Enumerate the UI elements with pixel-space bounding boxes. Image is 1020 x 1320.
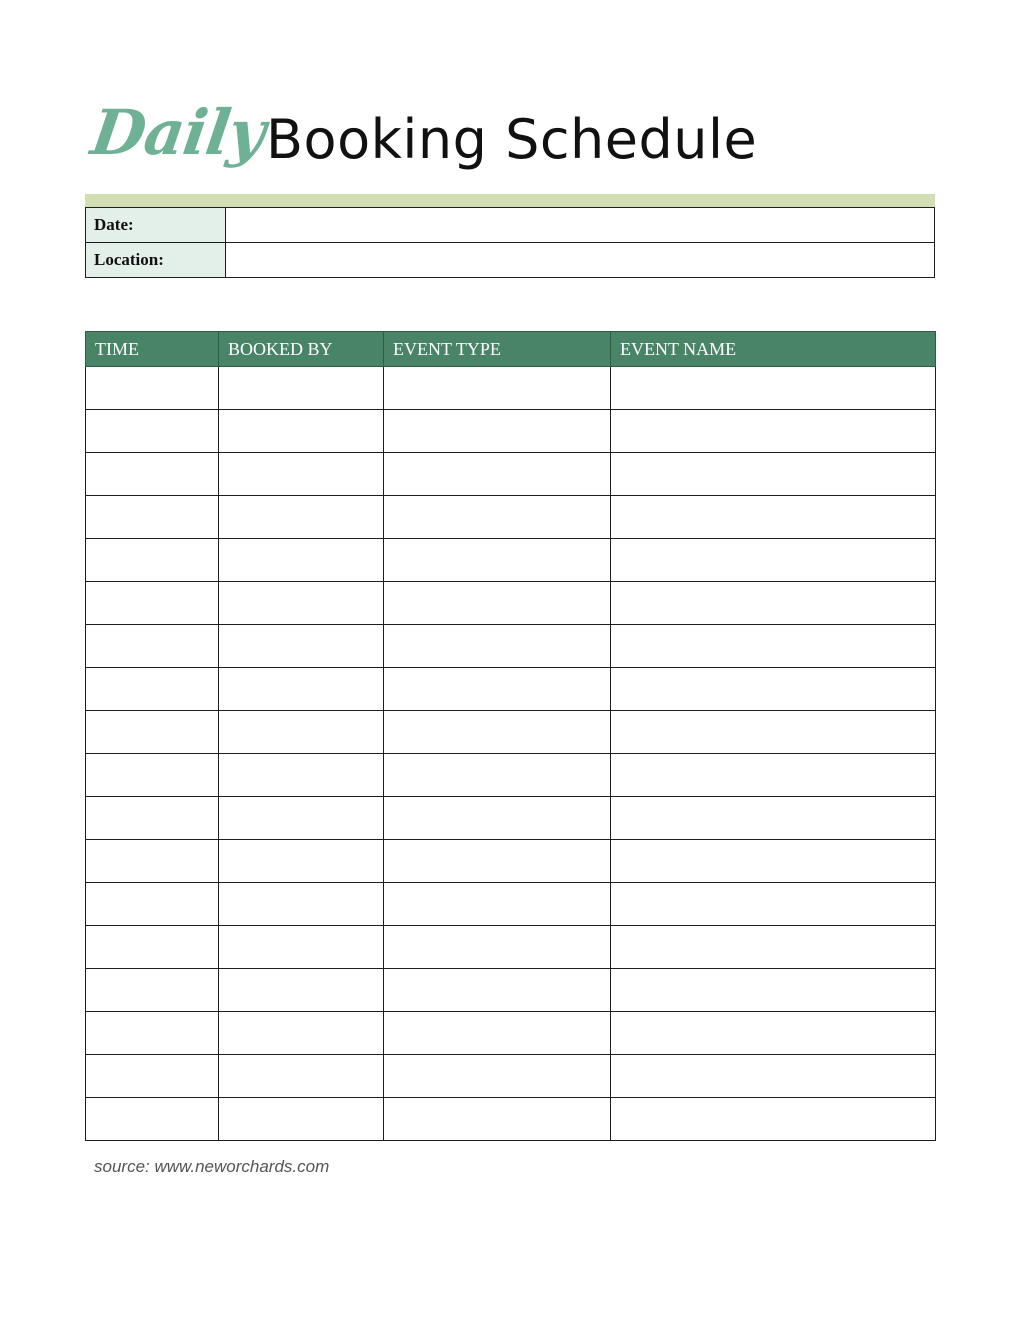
title-main-words: Booking Schedule	[266, 108, 758, 171]
column-header-event-type: EVENT TYPE	[384, 332, 611, 367]
location-label: Location:	[86, 243, 226, 278]
booked-by-cell[interactable]	[219, 625, 384, 668]
booked-by-cell[interactable]	[219, 883, 384, 926]
event-name-cell[interactable]	[611, 1012, 936, 1055]
time-cell[interactable]	[86, 410, 219, 453]
booked-by-cell[interactable]	[219, 496, 384, 539]
schedule-body	[86, 367, 936, 1141]
date-row	[86, 208, 935, 243]
time-cell[interactable]	[86, 840, 219, 883]
event-name-cell[interactable]	[611, 711, 936, 754]
time-cell[interactable]	[86, 496, 219, 539]
table-row	[86, 711, 936, 754]
table-row	[86, 453, 936, 496]
booked-by-cell[interactable]	[219, 1012, 384, 1055]
time-cell[interactable]	[86, 754, 219, 797]
table-row	[86, 582, 936, 625]
table-row	[86, 1012, 936, 1055]
event-name-cell[interactable]	[611, 1098, 936, 1141]
booked-by-cell[interactable]	[219, 926, 384, 969]
event-name-cell[interactable]	[611, 668, 936, 711]
table-row	[86, 410, 936, 453]
time-cell[interactable]	[86, 1055, 219, 1098]
title-script-word: Daily	[86, 96, 270, 169]
event-name-cell[interactable]	[611, 539, 936, 582]
event-name-cell[interactable]	[611, 453, 936, 496]
table-row	[86, 797, 936, 840]
booked-by-cell[interactable]	[219, 711, 384, 754]
date-label: Date:	[86, 208, 226, 243]
booked-by-cell[interactable]	[219, 539, 384, 582]
event-name-cell[interactable]	[611, 840, 936, 883]
info-table	[85, 207, 935, 278]
page-title	[86, 96, 952, 186]
time-cell[interactable]	[86, 926, 219, 969]
column-header-event-name: EVENT NAME	[611, 332, 936, 367]
booked-by-cell[interactable]	[219, 797, 384, 840]
booked-by-cell[interactable]	[219, 453, 384, 496]
table-row	[86, 539, 936, 582]
event-type-cell[interactable]	[384, 1055, 611, 1098]
location-field[interactable]	[226, 243, 935, 278]
event-type-cell[interactable]	[384, 496, 611, 539]
table-row	[86, 1055, 936, 1098]
event-type-cell[interactable]	[384, 668, 611, 711]
event-name-cell[interactable]	[611, 754, 936, 797]
event-name-cell[interactable]	[611, 625, 936, 668]
event-name-cell[interactable]	[611, 1055, 936, 1098]
event-name-cell[interactable]	[611, 582, 936, 625]
event-name-cell[interactable]	[611, 926, 936, 969]
event-name-cell[interactable]	[611, 367, 936, 410]
time-cell[interactable]	[86, 1012, 219, 1055]
table-row	[86, 367, 936, 410]
event-type-cell[interactable]	[384, 539, 611, 582]
event-name-cell[interactable]	[611, 883, 936, 926]
event-type-cell[interactable]	[384, 367, 611, 410]
time-cell[interactable]	[86, 539, 219, 582]
event-type-cell[interactable]	[384, 453, 611, 496]
booked-by-cell[interactable]	[219, 840, 384, 883]
event-type-cell[interactable]	[384, 1098, 611, 1141]
event-type-cell[interactable]	[384, 711, 611, 754]
column-header-time: TIME	[86, 332, 219, 367]
source-credit: source: www.neworchards.com	[94, 1157, 330, 1176]
event-type-cell[interactable]	[384, 883, 611, 926]
event-type-cell[interactable]	[384, 840, 611, 883]
booked-by-cell[interactable]	[219, 582, 384, 625]
booked-by-cell[interactable]	[219, 969, 384, 1012]
time-cell[interactable]	[86, 668, 219, 711]
table-row	[86, 883, 936, 926]
table-row	[86, 969, 936, 1012]
event-type-cell[interactable]	[384, 754, 611, 797]
booked-by-cell[interactable]	[219, 668, 384, 711]
table-row	[86, 926, 936, 969]
event-type-cell[interactable]	[384, 1012, 611, 1055]
time-cell[interactable]	[86, 582, 219, 625]
table-row	[86, 625, 936, 668]
date-field[interactable]	[226, 208, 935, 243]
event-name-cell[interactable]	[611, 797, 936, 840]
event-name-cell[interactable]	[611, 410, 936, 453]
event-type-cell[interactable]	[384, 410, 611, 453]
location-row	[86, 243, 935, 278]
header-divider-bar	[85, 194, 935, 207]
time-cell[interactable]	[86, 367, 219, 410]
time-cell[interactable]	[86, 625, 219, 668]
time-cell[interactable]	[86, 969, 219, 1012]
time-cell[interactable]	[86, 883, 219, 926]
time-cell[interactable]	[86, 1098, 219, 1141]
event-type-cell[interactable]	[384, 797, 611, 840]
event-type-cell[interactable]	[384, 969, 611, 1012]
table-row	[86, 840, 936, 883]
table-row	[86, 496, 936, 539]
event-type-cell[interactable]	[384, 926, 611, 969]
table-row	[86, 754, 936, 797]
booked-by-cell[interactable]	[219, 1098, 384, 1141]
booked-by-cell[interactable]	[219, 367, 384, 410]
schedule-table	[85, 331, 936, 1141]
time-cell[interactable]	[86, 453, 219, 496]
event-name-cell[interactable]	[611, 969, 936, 1012]
time-cell[interactable]	[86, 797, 219, 840]
event-type-cell[interactable]	[384, 625, 611, 668]
schedule-header-row	[86, 332, 936, 367]
booked-by-cell[interactable]	[219, 410, 384, 453]
booked-by-cell[interactable]	[219, 754, 384, 797]
table-row	[86, 1098, 936, 1141]
event-type-cell[interactable]	[384, 582, 611, 625]
time-cell[interactable]	[86, 711, 219, 754]
table-row	[86, 668, 936, 711]
booked-by-cell[interactable]	[219, 1055, 384, 1098]
event-name-cell[interactable]	[611, 496, 936, 539]
column-header-booked-by: BOOKED BY	[219, 332, 384, 367]
